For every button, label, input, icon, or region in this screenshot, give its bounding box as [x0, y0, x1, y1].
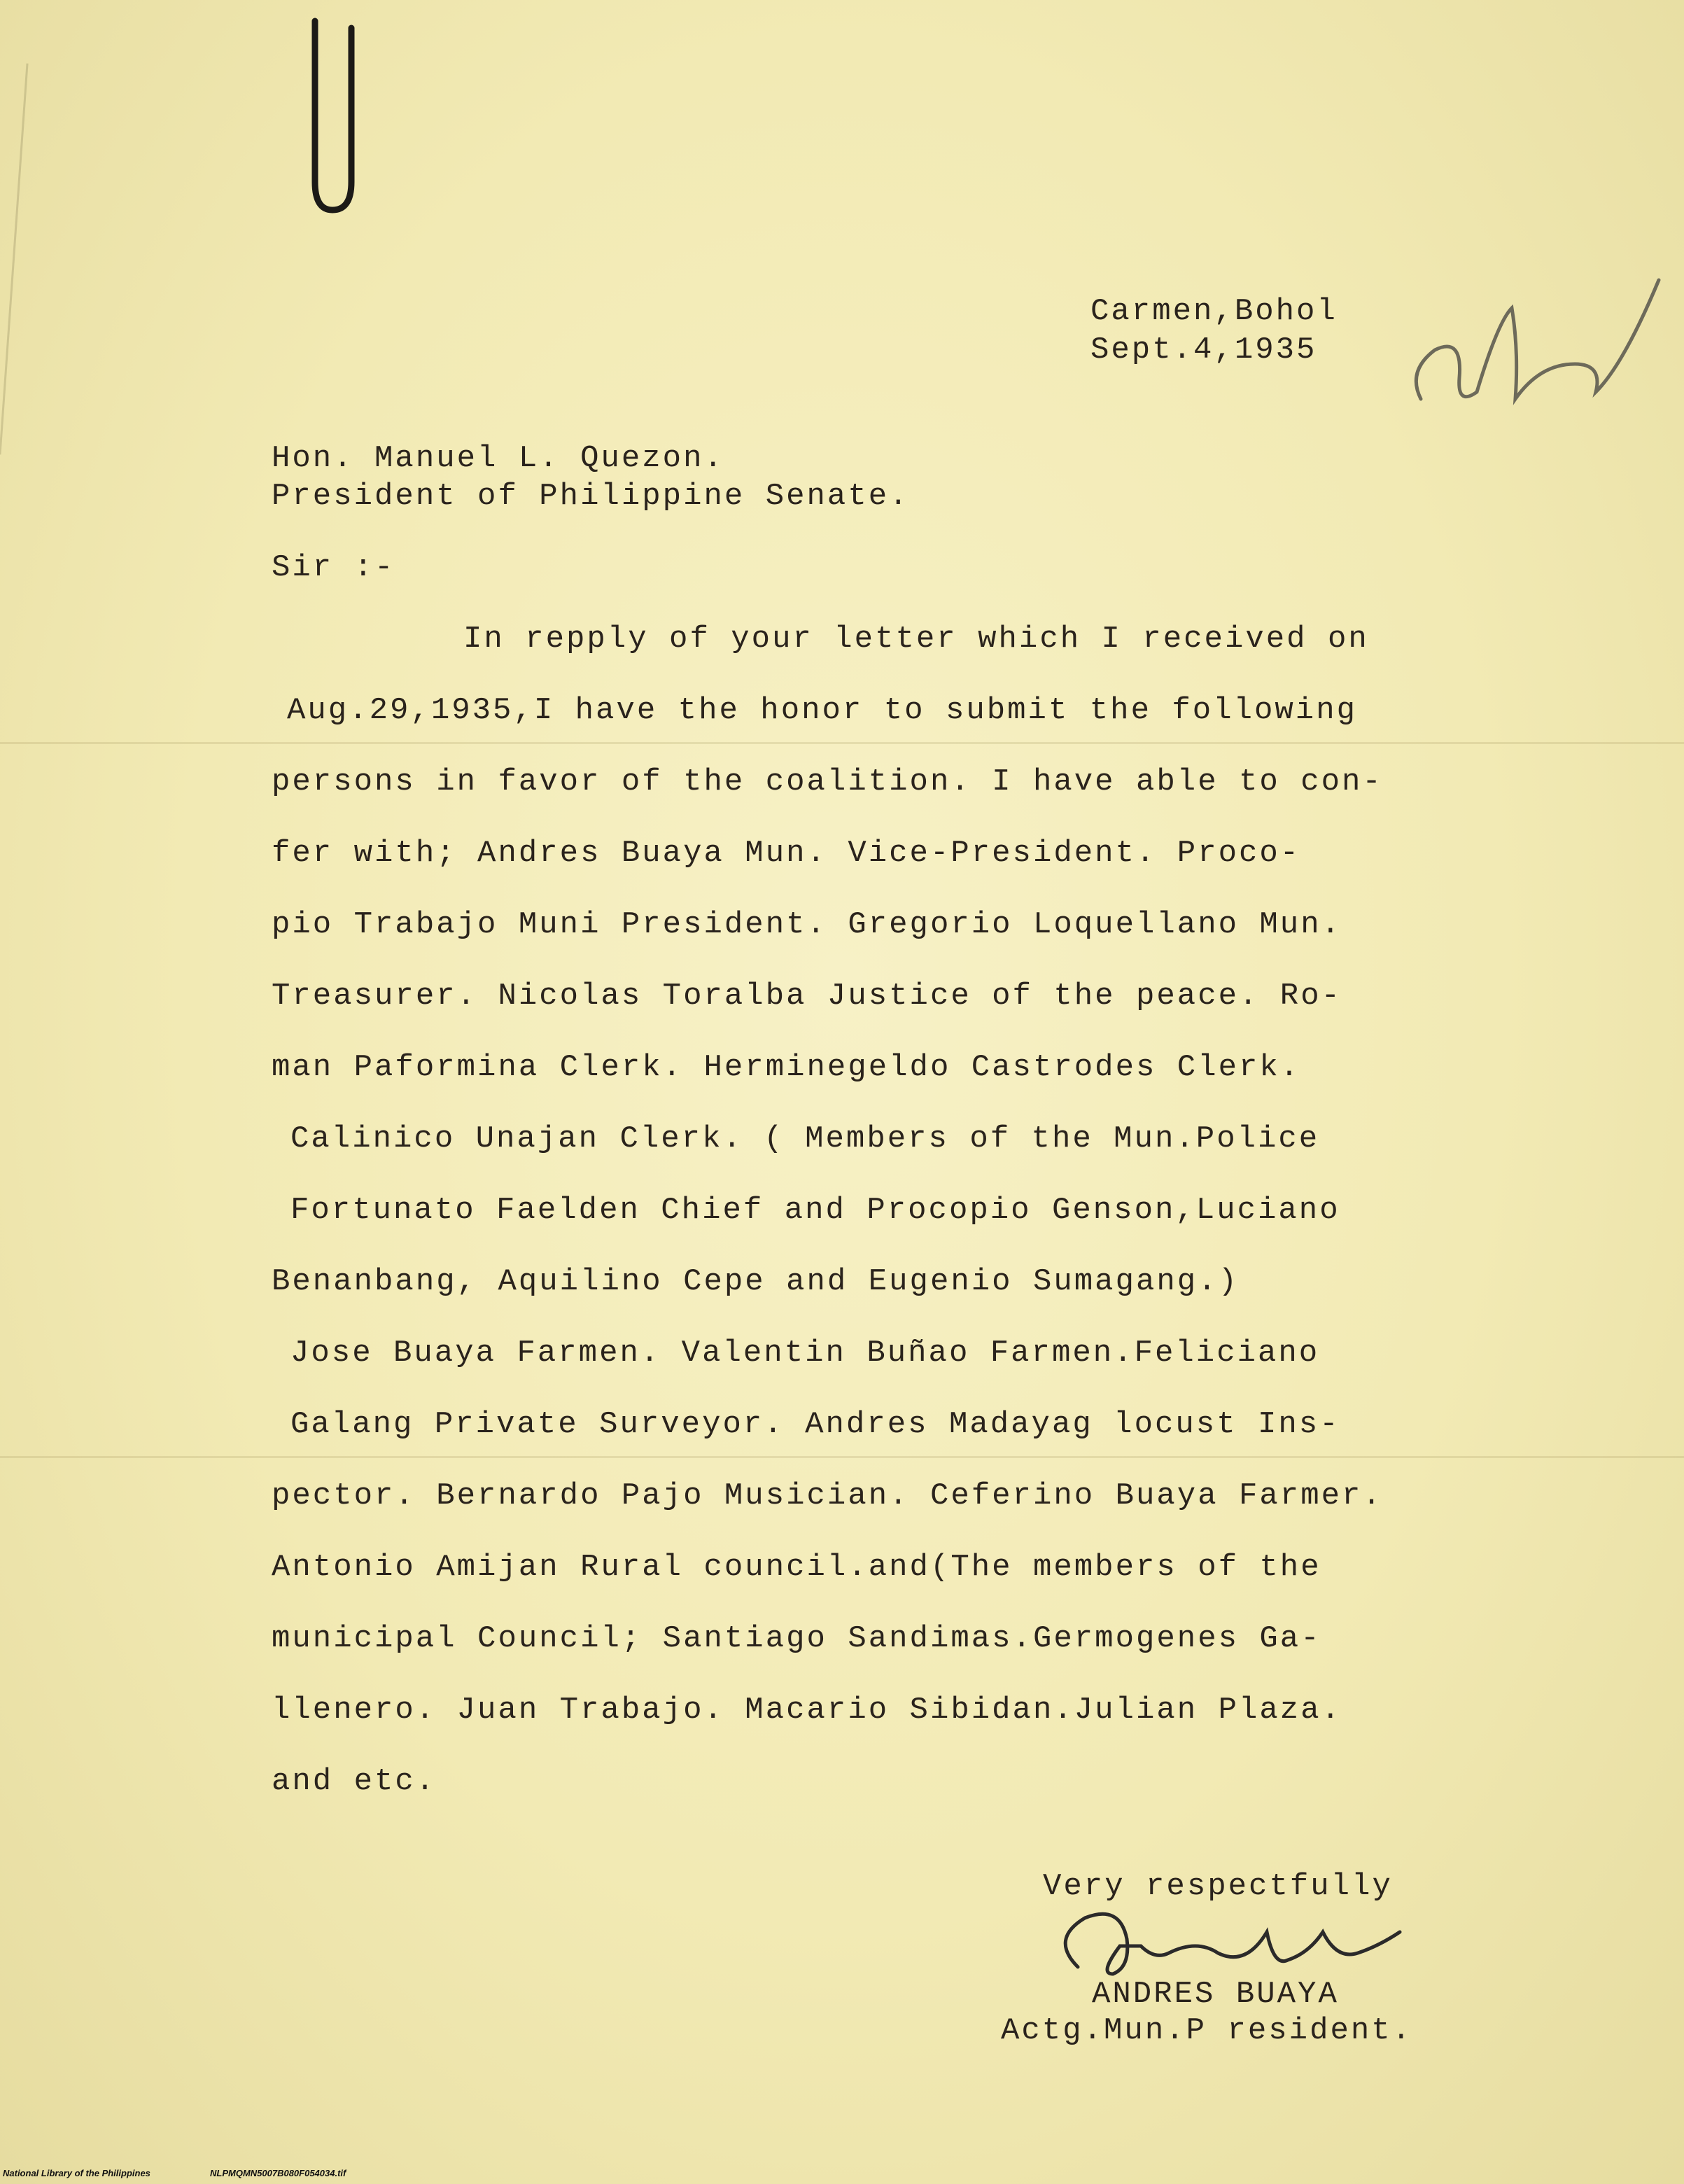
archive-credit: National Library of the Philippines [3, 2168, 150, 2178]
closing: Very respectfully [1043, 1869, 1393, 1904]
paperclip-mark-icon [294, 7, 371, 217]
body-line: persons in favor of the coalition. I have able to con- [272, 764, 1383, 799]
body-line: Jose Buaya Farmen. Valentin Buñao Farmen.Feliciano [290, 1336, 1320, 1371]
signer-name: ANDRES BUAYA [1092, 1977, 1339, 2012]
body-line: Fortunato Faelden Chief and Procopio Genson,Luciano [290, 1193, 1340, 1228]
signer-title: Actg.Mun.P resident. [1001, 2013, 1413, 2048]
body-line: llenero. Juan Trabajo. Macario Sibidan.Julian Plaza. [272, 1693, 1342, 1728]
file-id: NLPMQMN5007B080F054034.tif [210, 2168, 346, 2178]
recipient-name: Hon. Manuel L. Quezon. [272, 441, 724, 476]
recipient-title: President of Philippine Senate. [272, 479, 910, 514]
letter-place: Carmen,Bohol [1090, 294, 1338, 329]
body-line: Antonio Amijan Rural council.and(The members of the [272, 1550, 1321, 1585]
body-line: pector. Bernardo Pajo Musician. Ceferino Buaya Farmer. [272, 1478, 1383, 1513]
left-edge-crease [0, 64, 29, 455]
body-line: man Paformina Clerk. Herminegeldo Castrodes Clerk. [272, 1050, 1301, 1085]
body-line: municipal Council; Santiago Sandimas.Germogenes Ga- [272, 1621, 1321, 1656]
body-line: In repply of your letter which I received on [463, 622, 1369, 657]
body-line: fer with; Andres Buaya Mun. Vice-President. Proco- [272, 836, 1301, 871]
fold-line [0, 1456, 1684, 1458]
body-line: Benanbang, Aquilino Cepe and Eugenio Sumagang.) [272, 1264, 1240, 1299]
letter-date: Sept.4,1935 [1090, 332, 1317, 368]
body-line: and etc. [272, 1764, 437, 1799]
body-line: Calinico Unajan Clerk. ( Members of the Mun.Police [290, 1121, 1320, 1156]
fold-line [0, 742, 1684, 744]
body-line: pio Trabajo Muni President. Gregorio Loquellano Mun. [272, 907, 1342, 942]
handwritten-annotation [1393, 266, 1673, 434]
salutation: Sir :- [272, 550, 395, 585]
body-line: Galang Private Surveyor. Andres Madayag locust Ins- [290, 1407, 1340, 1442]
body-line: Aug.29,1935,I have the honor to submit the following [287, 693, 1358, 728]
body-line: Treasurer. Nicolas Toralba Justice of the peace. Ro- [272, 979, 1342, 1014]
